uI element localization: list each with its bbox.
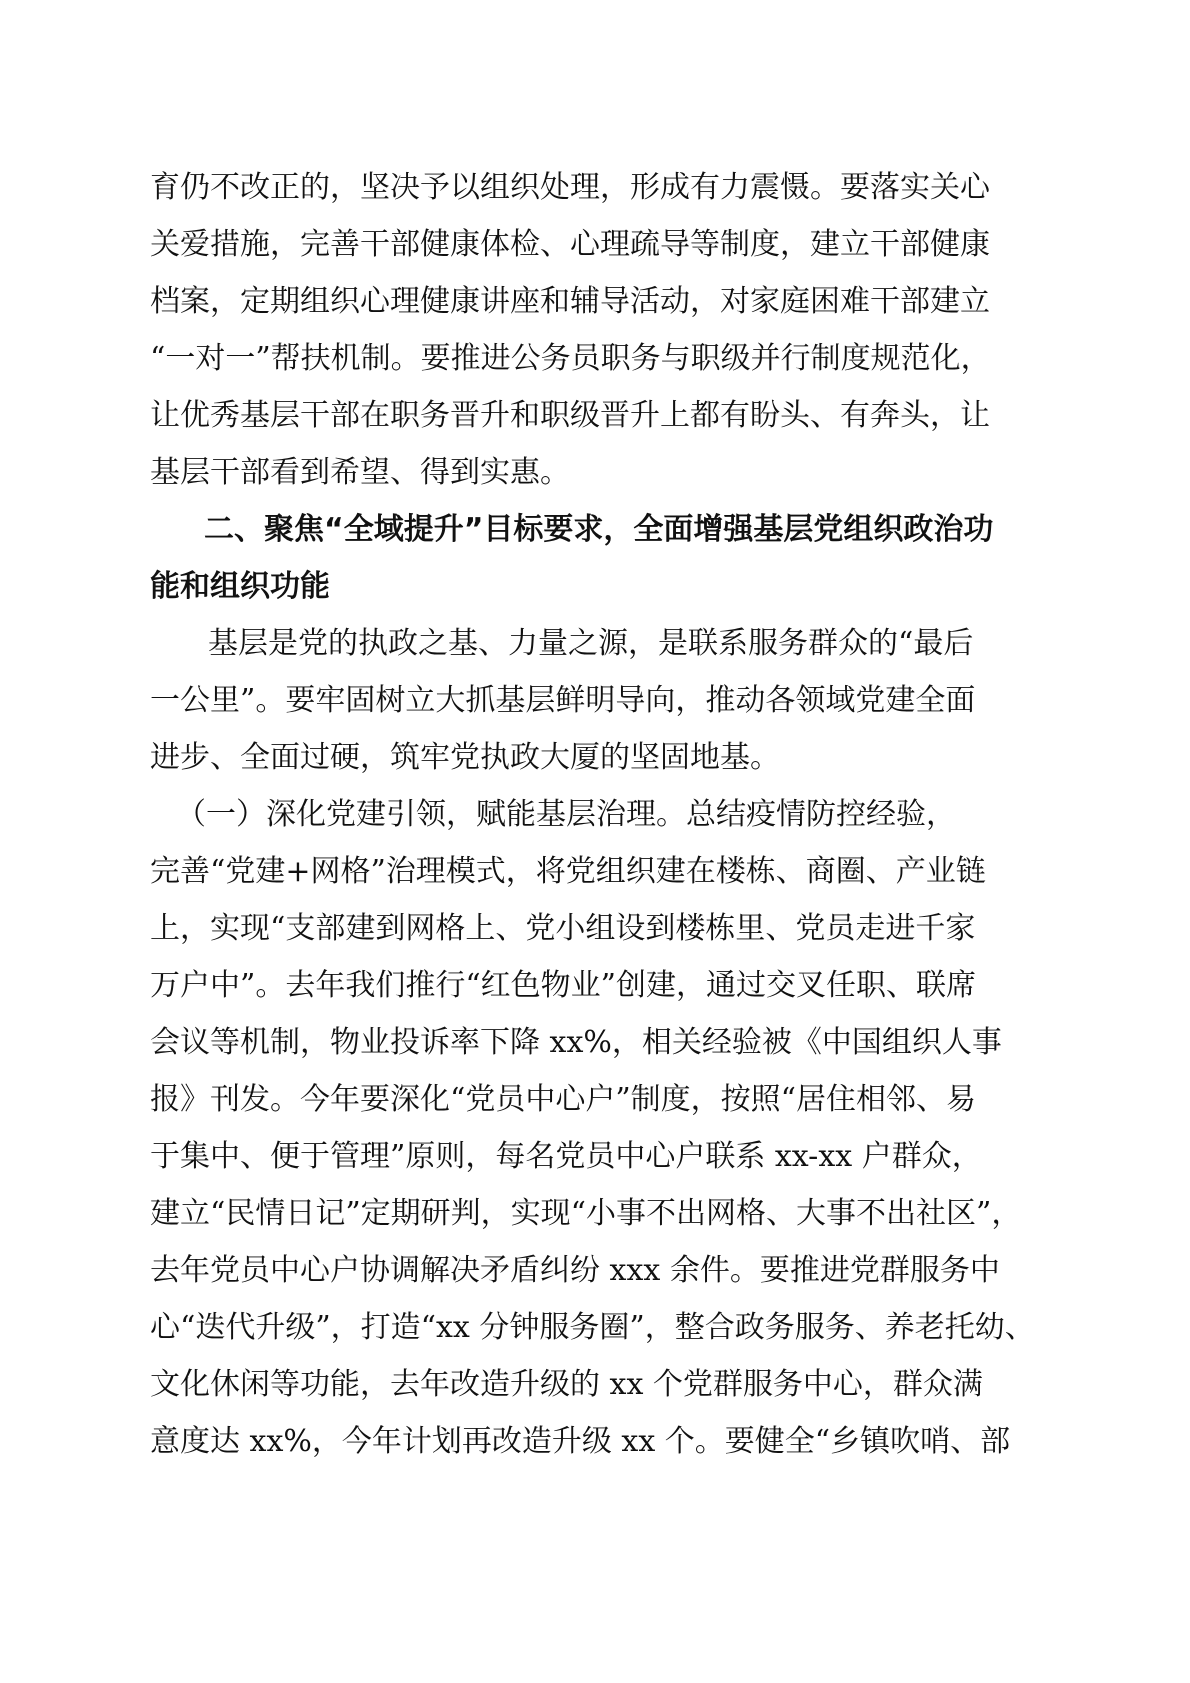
paragraph-line: 档案，定期组织心理健康讲座和辅导活动，对家庭困难干部建立 [150,284,990,319]
paragraph-line: 万户中”。去年我们推行“红色物业”创建，通过交叉任职、联席 [150,968,977,1003]
paragraph-line: 关爱措施，完善干部健康体检、心理疏导等制度，建立干部健康 [150,227,990,262]
paragraph-line: 一公里”。要牢固树立大抓基层鲜明导向，推动各领域党建全面 [150,683,976,718]
subsection-line: （一）深化党建引领，赋能基层治理。总结疫情防控经验， [176,797,956,832]
paragraph-line: 去年党员中心户协调解决矛盾纠纷 xxx 余件。要推进党群服务中 [150,1253,1000,1288]
section-heading-line: 二、聚焦“全域提升”目标要求，全面增强基层党组织政治功 [204,512,994,547]
paragraph-line: 报》刊发。今年要深化“党员中心户”制度，按照“居住相邻、易 [150,1082,977,1117]
paragraph-line: 意度达 xx%，今年计划再改造升级 xx 个。要健全“乡镇吹哨、部 [150,1424,1011,1459]
paragraph-line: “一对一”帮扶机制。要推进公务员职务与职级并行制度规范化， [150,341,991,376]
paragraph-line: 进步、全面过硬，筑牢党执政大厦的坚固地基。 [150,740,780,775]
paragraph-line: 让优秀基层干部在职务晋升和职级晋升上都有盼头、有奔头，让 [150,398,990,433]
paragraph-line: 基层干部看到希望、得到实惠。 [150,455,570,490]
paragraph-line: 会议等机制，物业投诉率下降 xx%，相关经验被《中国组织人事 [150,1025,1002,1060]
paragraph-line: 建立“民情日记”定期研判，实现“小事不出网格、大事不出社区”， [150,1196,1022,1231]
paragraph-line: 基层是党的执政之基、力量之源，是联系服务群众的“最后 [208,626,974,661]
paragraph-line: 上，实现“支部建到网格上、党小组设到楼栋里、党员走进千家 [150,911,976,946]
section-heading-line: 能和组织功能 [150,569,330,604]
paragraph-line: 文化休闲等功能，去年改造升级的 xx 个党群服务中心，群众满 [150,1367,983,1402]
paragraph-line: 完善“党建+网格”治理模式，将党组织建在楼栋、商圈、产业链 [150,854,986,889]
paragraph-line: 于集中、便于管理”原则，每名党员中心户联系 xx-xx 户群众， [150,1139,982,1174]
paragraph-line: 育仍不改正的，坚决予以组织处理，形成有力震慑。要落实关心 [150,170,990,205]
paragraph-line: 心“迭代升级”，打造“xx 分钟服务圈”，整合政务服务、养老托幼、 [150,1310,1035,1345]
